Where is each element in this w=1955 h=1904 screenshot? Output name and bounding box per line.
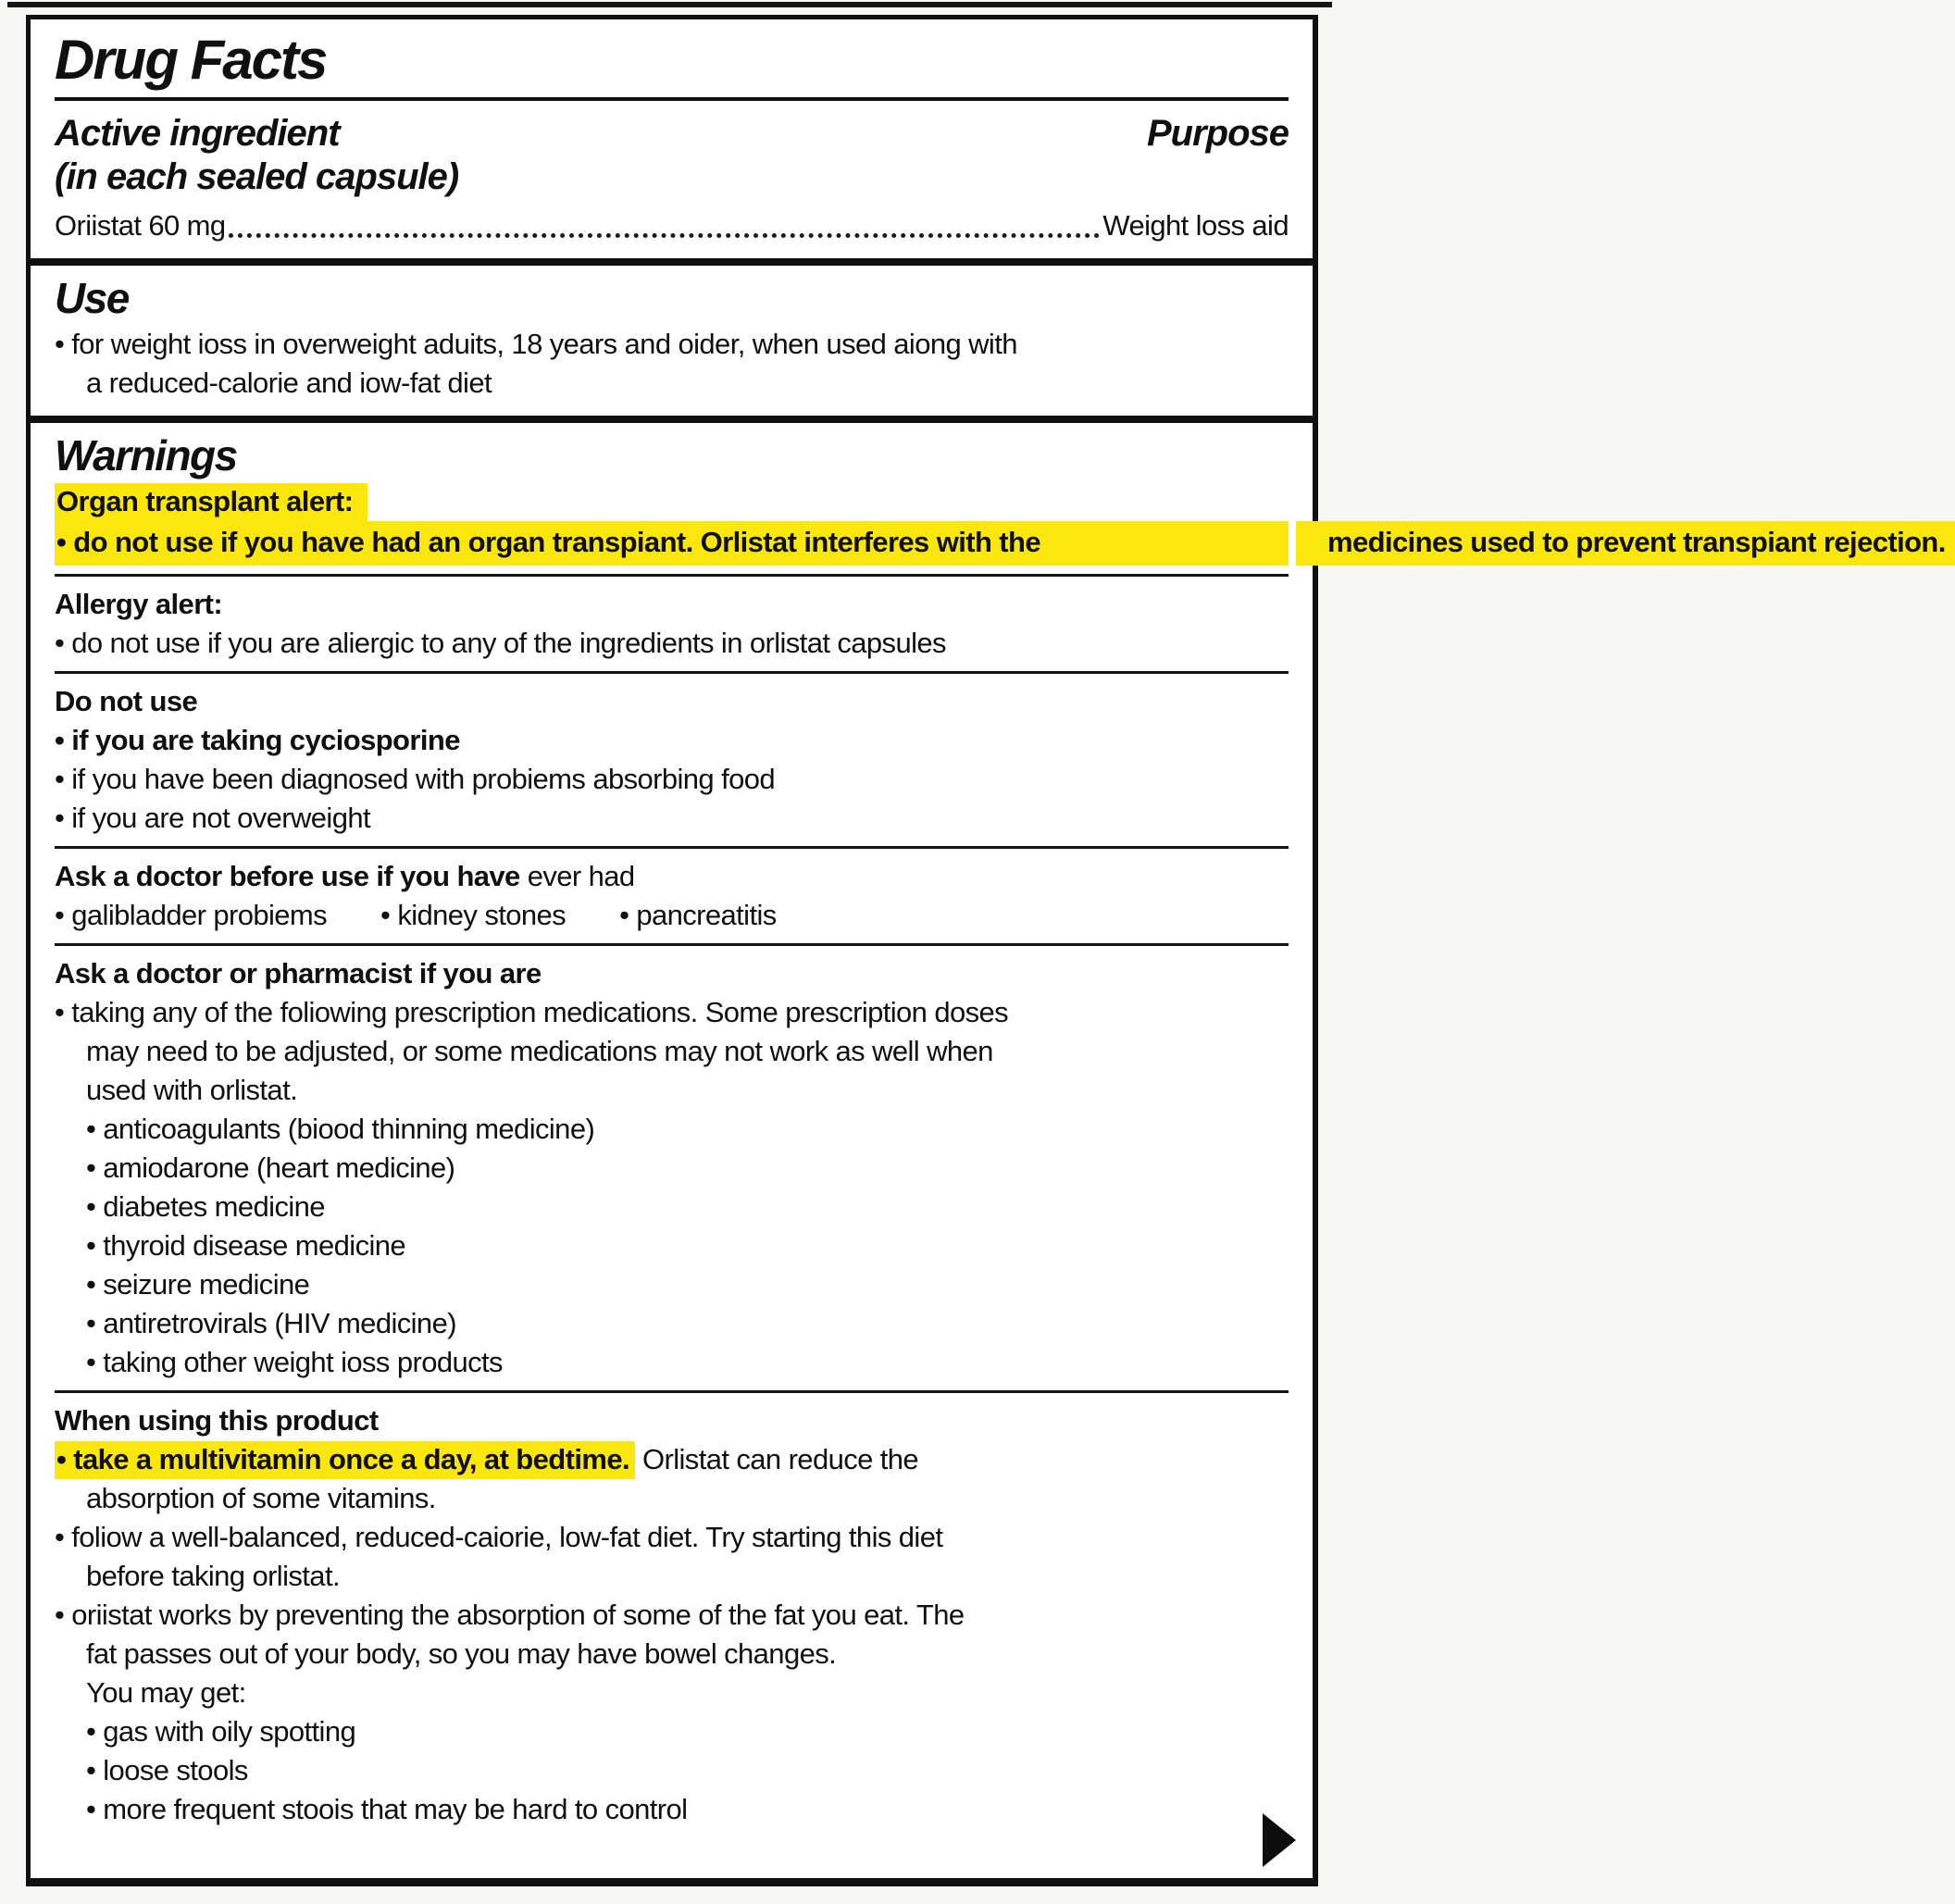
- condition-pancreatitis: • pancreatitis: [619, 899, 777, 931]
- how-it-works-line2: fat passes out of your body, so you may have bowel changes.: [86, 1637, 837, 1670]
- multivitamin-line2: absorption of some vitamins.: [86, 1482, 436, 1514]
- do-not-use-bullet-absorbing-food: • if you have been diagnosed with probiems absorbing food: [55, 763, 776, 795]
- warnings-divider-5: [55, 1390, 1289, 1393]
- ask-doctor-label-line: [55, 857, 1289, 896]
- you-may-get-label: You may get:: [86, 1676, 246, 1709]
- prescription-intro-line3: used with orlistat.: [86, 1074, 298, 1106]
- organ-transplant-bullet-line1: • do not use if you have had an organ transpiant. Orlistat interferes with the: [55, 521, 1289, 566]
- warnings-divider-4: [55, 943, 1289, 946]
- multivitamin-bullet: [55, 1440, 1289, 1518]
- organ-transplant-bullet: [55, 521, 1946, 566]
- diet-bullet: [55, 1518, 1289, 1596]
- medication-seizure: • seizure medicine: [86, 1268, 310, 1300]
- warnings-divider-2: [55, 671, 1289, 674]
- active-ingredient-heading-line1: Active ingredient: [55, 113, 340, 154]
- effect-loose-stools: • loose stools: [86, 1754, 248, 1786]
- active-ingredient-heading-line2: (in each sealed capsule): [55, 156, 459, 197]
- do-not-use-bullet-cyclosporine: • if you are taking cyciosporine: [55, 724, 460, 756]
- condition-kidney-stones: • kidney stones: [380, 899, 567, 931]
- active-ingredient-heading-row: [55, 112, 1289, 199]
- medication-thyroid: • thyroid disease medicine: [86, 1229, 406, 1262]
- ask-doctor-pharmacist-label: Ask a doctor or pharmacist if you are: [55, 957, 542, 989]
- active-ingredient-heading: [55, 112, 458, 199]
- warnings-divider-3: [55, 846, 1289, 849]
- use-heading: Use: [55, 274, 129, 322]
- organ-transplant-alert-label: Organ transplant alert:: [55, 483, 367, 521]
- diet-bullet-line2: before taking orlistat.: [86, 1560, 340, 1592]
- drug-facts-title: Drug Facts: [55, 29, 327, 91]
- condition-gallbladder: • galibladder probiems: [55, 899, 328, 931]
- effect-gas-oily-spotting: • gas with oily spotting: [86, 1715, 356, 1748]
- ingredient-name: Oriistat 60 mg: [55, 209, 226, 242]
- continuation-arrow-icon: [1263, 1813, 1296, 1867]
- prescription-intro-line1: • taking any of the foliowing prescription medications. Some prescription doses: [55, 996, 1009, 1028]
- warnings-divider-1: [55, 574, 1289, 577]
- multivitamin-rest: Orlistat can reduce the: [634, 1443, 919, 1475]
- medication-anticoagulants: • anticoagulants (biood thinning medicine): [86, 1113, 595, 1145]
- ingredient-row: [55, 206, 1289, 245]
- use-bullet-line2: a reduced-calorie and iow-fat diet: [86, 367, 492, 399]
- do-not-use-label: Do not use: [55, 685, 198, 717]
- purpose-heading: Purpose: [1146, 113, 1289, 154]
- organ-transplant-alert-label-line: [55, 482, 1289, 521]
- use-section: [31, 258, 1313, 416]
- prescription-intro-line2: may need to be adjusted, or some medications may not work as well when: [86, 1035, 993, 1067]
- do-not-use-bullet-not-overweight: • if you are not overweight: [55, 802, 371, 834]
- dotted-leader: [229, 233, 1101, 238]
- organ-transplant-bullet-line2: medicines used to prevent transpiant rejection.: [1296, 521, 1955, 566]
- ask-doctor-label-rest: ever had: [519, 860, 635, 892]
- medication-amiodarone: • amiodarone (heart medicine): [86, 1151, 455, 1184]
- prescription-medications-intro: [55, 993, 1289, 1110]
- medication-diabetes: • diabetes medicine: [86, 1190, 325, 1223]
- how-it-works-line1: • oriistat works by preventing the absorption of some of the fat you eat. The: [55, 1599, 965, 1631]
- ask-doctor-label-bold: Ask a doctor before use if you have: [55, 860, 520, 892]
- package-edge-bar: [7, 2, 1332, 7]
- title-divider: [55, 97, 1289, 101]
- warnings-heading: Warnings: [55, 431, 237, 479]
- effect-frequent-stools: • more frequent stoois that may be hard to control: [86, 1793, 688, 1825]
- purpose-value: Weight loss aid: [1102, 209, 1289, 242]
- diet-bullet-line1: • foliow a well-balanced, reduced-caiorie, low-fat diet. Try starting this diet: [55, 1521, 943, 1553]
- warnings-section: [31, 416, 1946, 1878]
- allergy-alert-label: Allergy alert:: [55, 588, 223, 620]
- use-bullet: [55, 325, 1289, 403]
- how-it-works-bullet: [55, 1596, 1289, 1674]
- ask-doctor-conditions: [55, 896, 1289, 935]
- use-bullet-line1: • for weight ioss in overweight aduits, 18 years and oider, when used aiong with: [55, 328, 1017, 360]
- allergy-alert-bullet: • do not use if you are aliergic to any of the ingredients in orlistat capsules: [55, 627, 946, 659]
- medication-other-weight-loss: • taking other weight ioss products: [86, 1346, 503, 1378]
- drug-facts-panel: [26, 15, 1946, 1886]
- medication-antiretrovirals: • antiretrovirals (HIV medicine): [86, 1307, 456, 1339]
- multivitamin-highlight: • take a multivitamin once a day, at bedtime.: [55, 1441, 635, 1479]
- active-ingredient-section: [31, 19, 1313, 258]
- when-using-label: When using this product: [55, 1404, 379, 1437]
